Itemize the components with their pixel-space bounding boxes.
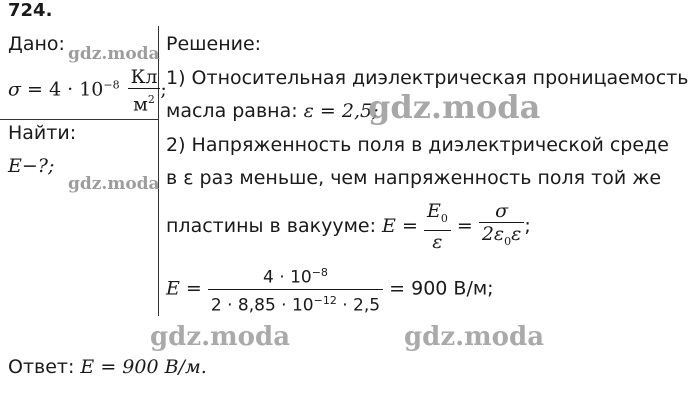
fraction-e0-over-eps: $\frac{E_0}{\varepsilon}$ — [424, 200, 451, 253]
calculation-line — [166, 262, 494, 316]
field-formula-lhs: E = — [382, 214, 418, 237]
answer-label: Ответ: — [8, 356, 81, 378]
fraction-sigma-over-2eps0eps: $\frac{\sigma}{2\varepsilon_0\varepsilon}$ — [479, 200, 525, 253]
watermark: gdz.moda — [68, 174, 160, 194]
problem-number: 724. — [8, 0, 53, 21]
sigma-exponent: −8 — [103, 78, 120, 92]
solution-line-5 — [166, 200, 531, 253]
solution-line-2 — [166, 100, 378, 122]
answer-line — [8, 356, 207, 378]
line2-text: масла равна: — [166, 100, 304, 122]
find-value: E−?; — [8, 155, 55, 177]
sigma-semicolon: ; — [160, 78, 167, 101]
watermark: gdz.moda — [404, 322, 545, 352]
answer-value: E = 900 В/м. — [80, 356, 207, 378]
sigma-value: = 4 · 10 — [27, 78, 104, 101]
watermark: gdz.moda — [150, 322, 291, 352]
solution-line-3: 2) Напряженность поля в диэлектрической среде — [166, 134, 669, 156]
given-sigma — [8, 66, 167, 115]
watermark: gdz.moda — [368, 88, 541, 126]
calc-result: = 900 В/м; — [389, 277, 494, 300]
sigma-unit — [128, 66, 161, 115]
sigma-symbol: σ — [8, 78, 21, 101]
calc-fraction: $\frac{4 \cdot 10^{-8}}{2 \cdot 8,85 \cdot 10^{-12} \cdot 2,5}$ — [208, 262, 383, 316]
sigma-unit-numerator: Кл — [128, 66, 161, 89]
sigma-unit-denominator: $м^2$ — [133, 93, 155, 116]
epsilon-value: ε = 2,5; — [303, 100, 379, 122]
find-heading: Найти: — [8, 122, 77, 144]
solution-heading: Решение: — [166, 33, 262, 55]
line5-text: пластины в вакууме: — [166, 214, 383, 237]
equals-sign: = — [456, 214, 473, 237]
solution-line-1: 1) Относительная диэлектрическая проницаемость — [166, 67, 689, 89]
solution-line-4: в ε раз меньше, чем напряженность поля той же — [166, 167, 662, 189]
given-heading: Дано: — [8, 33, 65, 55]
calc-lhs: E = — [166, 277, 202, 300]
watermark: gdz.moda — [68, 44, 160, 64]
horizontal-divider — [0, 119, 158, 120]
formula-semicolon: ; — [524, 214, 531, 237]
